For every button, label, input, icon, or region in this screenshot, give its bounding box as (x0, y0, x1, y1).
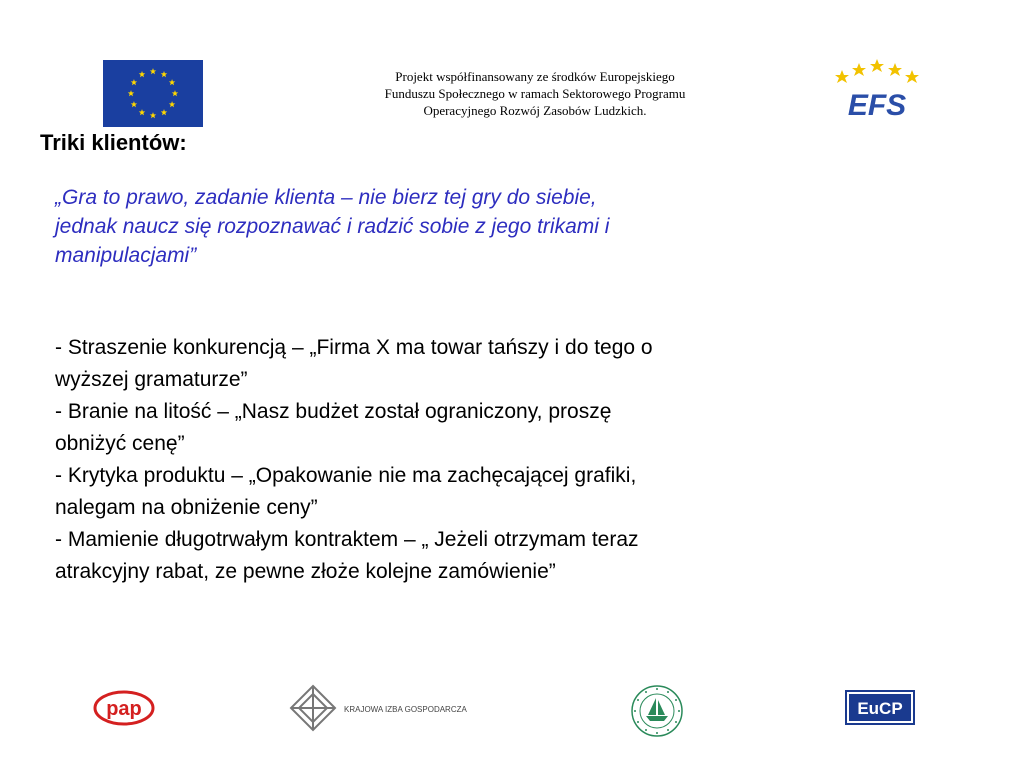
item-line-2: obniżyć cenę” (55, 432, 185, 455)
list-item (55, 332, 975, 396)
quote-line-1: „Gra to prawo, zadanie klienta – nie bierz tej gry do siebie, (55, 186, 597, 209)
eu-star-icon (139, 71, 145, 77)
sgh-seal-logo (630, 684, 684, 738)
eu-star-icon (169, 79, 175, 85)
quote-block (55, 183, 955, 270)
kig-logo (288, 683, 508, 733)
item-line-1: - Straszenie konkurencją – „Firma X ma towar tańszy i do tego o (55, 336, 653, 359)
eu-star-icon (128, 90, 134, 96)
item-line-2: atrakcyjny rabat, ze pewne złoże kolejne zamówienie” (55, 560, 556, 583)
efs-logo (832, 58, 922, 124)
efs-stars-icon (835, 59, 919, 83)
tricks-list (55, 332, 975, 588)
project-funding-notice (310, 68, 760, 119)
pap-logo-text: pap (106, 698, 142, 720)
quote-line-2: jednak naucz się rozpoznawać i radzić sobie z jego trikami i (55, 215, 610, 238)
kig-emblem-icon (291, 686, 335, 730)
list-item (55, 396, 975, 460)
funding-line-1: Projekt współfinansowany ze środków Europejskiego (395, 69, 675, 84)
efs-logo-text: EFS (847, 89, 907, 122)
eu-star-icon (161, 109, 167, 115)
kig-logo-text: KRAJOWA IZBA GOSPODARCZA (344, 705, 467, 714)
item-line-2: wyższej gramaturze” (55, 368, 248, 391)
eu-star-icon (131, 101, 137, 107)
item-line-1: - Krytyka produktu – „Opakowanie nie ma zachęcającej grafiki, (55, 464, 637, 487)
eu-star-icon (172, 90, 178, 96)
page-title: Triki klientów: (40, 130, 187, 155)
item-line-1: - Mamienie długotrwałym kontraktem – „ Jeżeli otrzymam teraz (55, 528, 639, 551)
eu-star-icon (150, 68, 156, 74)
eu-star-icon (139, 109, 145, 115)
eucp-logo (845, 690, 915, 725)
eucp-logo-text: EuCP (857, 699, 903, 718)
list-item (55, 524, 975, 588)
eu-star-icon (169, 101, 175, 107)
funding-line-2: Funduszu Społecznego w ramach Sektorowego Programu (384, 86, 686, 101)
pap-logo (93, 690, 155, 726)
eu-flag-logo (103, 60, 203, 127)
list-item (55, 460, 975, 524)
item-line-2: nalegam na obniżenie ceny” (55, 496, 318, 519)
item-line-1: - Branie na litość – „Nasz budżet został ograniczony, proszę (55, 400, 612, 423)
eu-star-icon (150, 112, 156, 118)
quote-line-3: manipulacjami” (55, 244, 197, 267)
eu-stars-icon (103, 60, 203, 127)
eu-star-icon (131, 79, 137, 85)
eu-star-icon (161, 71, 167, 77)
funding-line-3: Operacyjnego Rozwój Zasobów Ludzkich. (423, 103, 647, 118)
